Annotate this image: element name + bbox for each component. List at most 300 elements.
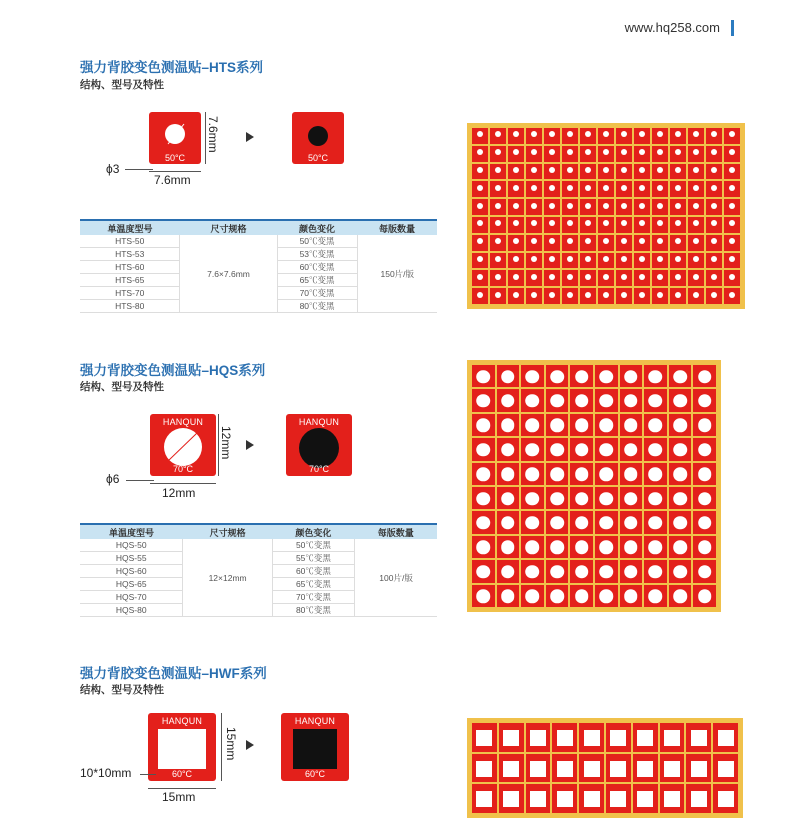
sheet-sticker [595,463,618,485]
sheet-sticker [652,253,668,269]
sheet-sticker [472,784,497,813]
sheet-sticker-window [657,220,663,226]
sheet-sticker-window [575,394,589,407]
sheet-sticker [652,235,668,251]
sheet-sticker-window [673,516,687,529]
sheet-sticker [546,560,569,582]
sheet-sticker-window [698,516,712,529]
sheet-sticker [526,235,542,251]
sheet-sticker [562,288,578,304]
sheet-sticker [490,199,506,215]
sheet-sticker [688,288,704,304]
hwf-width-label: 15mm [162,790,196,804]
sheet-sticker-window [477,590,491,603]
sheet-sticker-window [477,370,491,383]
hqs-diameter-line [150,414,216,476]
sheet-sticker-window [501,468,515,481]
sheet-sticker-window [550,565,564,578]
sheet-sticker [580,270,596,286]
sheet-sticker [686,784,711,813]
sheet-sticker-window [531,203,537,209]
sheet-sticker [652,146,668,162]
sheet-sticker [598,146,614,162]
sheet-sticker [595,487,618,509]
sheet-sticker-window [675,238,681,244]
sheet-sticker [497,511,520,533]
sheet-sticker [606,723,631,752]
sheet-sticker-window [603,149,609,155]
sheet-sticker-window [526,443,540,456]
sheet-sticker-window [600,565,614,578]
sheet-sticker-window [649,394,663,407]
sheet-sticker-window [575,468,589,481]
sheet-sticker [616,288,632,304]
sheet-sticker [472,389,495,411]
table-cell-color: 60℃变黑 [272,565,354,578]
sheet-sticker-window [526,370,540,383]
sheet-sticker [669,536,692,558]
sheet-sticker [706,199,722,215]
sheet-sticker [706,270,722,286]
sheet-sticker [669,585,692,607]
sheet-sticker-window [639,220,645,226]
sheet-sticker-window [639,274,645,280]
sheet-sticker [724,199,740,215]
hqs-brand: HANQUN [162,417,204,427]
sheet-sticker [669,389,692,411]
sheet-sticker-window [673,492,687,505]
sheet-sticker-window [585,167,591,173]
sheet-sticker-window [649,443,663,456]
col-header-qty: 每版数量 [355,524,437,539]
sheet-sticker [570,438,593,460]
sheet-sticker-window [477,131,483,137]
sheet-sticker-window [550,590,564,603]
sheet-sticker [724,235,740,251]
sheet-sticker [670,128,686,144]
sheet-sticker [713,784,738,813]
sheet-sticker-window [477,292,483,298]
sheet-sticker-window [513,149,519,155]
sheet-sticker-window [585,292,591,298]
hwf-width-line [148,788,216,789]
sheet-sticker-window [711,185,717,191]
col-header-qty: 每版数量 [357,220,437,235]
sheet-sticker-window [530,730,546,746]
hqs-dia-label: ϕ6 [106,472,120,486]
sheet-sticker [688,270,704,286]
sheet-sticker-window [711,256,717,262]
table-cell-color: 65℃变黑 [277,274,357,287]
hts-title: 强力背胶变色测温贴–HTS系列 [80,60,264,75]
hts-sticker-after-temp: 50°C [307,153,329,163]
sheet-sticker-window [657,274,663,280]
sheet-sticker [686,754,711,783]
sheet-sticker [616,270,632,286]
sheet-sticker-window [600,468,614,481]
sheet-sticker-window [621,131,627,137]
sheet-sticker [570,487,593,509]
sheet-sticker-window [600,492,614,505]
sheet-sticker [616,164,632,180]
sheet-sticker-window [603,292,609,298]
sheet-sticker-window [550,443,564,456]
sheet-sticker [490,253,506,269]
sheet-sticker [706,235,722,251]
sheet-sticker-window [526,394,540,407]
sheet-sticker-window [639,185,645,191]
table-cell-model: HTS-60 [80,261,180,274]
sheet-sticker-window [621,185,627,191]
hts-sheet-grid [471,127,741,305]
sheet-sticker [620,536,643,558]
sheet-sticker [652,128,668,144]
sheet-sticker-window [649,516,663,529]
hwf-subtitle: 结构、型号及特性 [80,684,164,696]
hts-dia-label: ϕ3 [106,162,120,176]
sheet-sticker [598,235,614,251]
sheet-sticker [595,511,618,533]
col-header-model: 单温度型号 [80,220,180,235]
sheet-sticker-window [531,274,537,280]
sheet-sticker-window [501,565,515,578]
sheet-sticker [521,536,544,558]
sheet-sticker-window [567,149,573,155]
sheet-sticker-window [501,516,515,529]
sheet-sticker [724,181,740,197]
sheet-sticker [598,128,614,144]
sheet-sticker-window [530,761,546,777]
sheet-sticker-window [584,791,600,807]
sheet-sticker-window [600,516,614,529]
sheet-sticker [693,389,716,411]
sheet-sticker-window [675,274,681,280]
sheet-sticker-window [673,468,687,481]
sheet-sticker [526,199,542,215]
sheet-sticker [634,199,650,215]
sheet-sticker [472,270,488,286]
sheet-sticker [706,253,722,269]
sheet-sticker-window [526,565,540,578]
sheet-sticker-window [698,394,712,407]
sheet-sticker [644,536,667,558]
sheet-sticker [472,536,495,558]
sheet-sticker-window [477,256,483,262]
hwf-height-label: 15mm [224,727,238,761]
sheet-sticker [570,414,593,436]
sheet-sticker [570,536,593,558]
sheet-sticker-window [639,131,645,137]
sheet-sticker [634,253,650,269]
sheet-sticker [713,754,738,783]
sheet-sticker-window [624,492,638,505]
sheet-sticker [562,128,578,144]
sheet-sticker [688,199,704,215]
sheet-sticker [595,560,618,582]
sheet-sticker-window [693,238,699,244]
sheet-sticker [652,181,668,197]
sheet-sticker [706,164,722,180]
sheet-sticker [633,723,658,752]
table-cell-size: 7.6×7.6mm [180,235,277,313]
hts-width-label: 7.6mm [154,173,191,187]
sheet-sticker-window [513,203,519,209]
sheet-sticker-window [711,203,717,209]
sheet-sticker-window [649,590,663,603]
hwf-sheet-grid [471,722,739,814]
sheet-sticker [644,365,667,387]
sheet-sticker-window [501,370,515,383]
sheet-sticker [598,217,614,233]
sheet-sticker [706,288,722,304]
sheet-sticker-window [501,590,515,603]
hqs-sticker-after-temp: 70°C [308,464,330,474]
sheet-sticker-window [477,167,483,173]
sheet-sticker [688,217,704,233]
sheet-sticker-window [550,394,564,407]
sheet-sticker [570,560,593,582]
sheet-sticker [499,754,524,783]
sheet-sticker [544,164,560,180]
sheet-sticker [521,365,544,387]
sheet-sticker [544,199,560,215]
table-cell-model: HTS-70 [80,287,180,300]
sheet-sticker [562,164,578,180]
sheet-sticker-window [673,565,687,578]
sheet-sticker [472,181,488,197]
sheet-sticker-window [693,203,699,209]
col-header-size: 尺寸规格 [180,220,277,235]
sheet-sticker-window [603,274,609,280]
sheet-sticker-window [585,203,591,209]
sheet-sticker [598,288,614,304]
sheet-sticker-window [477,516,491,529]
hts-sticker-after [292,112,344,164]
sheet-sticker [724,288,740,304]
sheet-sticker-window [657,238,663,244]
sheet-sticker-window [624,419,638,432]
sheet-sticker [688,146,704,162]
sheet-sticker-window [549,238,555,244]
sheet-sticker [620,463,643,485]
sheet-sticker-window [664,791,680,807]
sheet-sticker-window [729,238,735,244]
sheet-sticker-window [513,274,519,280]
sheet-sticker [546,487,569,509]
sheet-sticker-window [657,167,663,173]
hqs-height-label: 12mm [219,426,233,460]
sheet-sticker-window [698,468,712,481]
sheet-sticker [546,414,569,436]
sheet-sticker [598,199,614,215]
sheet-sticker-window [513,167,519,173]
sheet-sticker [616,146,632,162]
sheet-sticker-window [729,203,735,209]
sheet-sticker [562,181,578,197]
sheet-sticker-window [477,468,491,481]
sheet-sticker-window [567,203,573,209]
sheet-sticker-window [575,492,589,505]
hqs-sticker-after [286,414,352,476]
sheet-sticker-window [624,516,638,529]
sheet-sticker [620,487,643,509]
sheet-sticker-window [693,149,699,155]
sheet-sticker [652,199,668,215]
sheet-sticker [595,585,618,607]
sheet-sticker-window [575,590,589,603]
sheet-sticker-window [575,565,589,578]
sheet-sticker [620,389,643,411]
sheet-sticker [497,585,520,607]
sheet-sticker-window [624,394,638,407]
sheet-sticker-window [637,730,653,746]
sheet-sticker [472,414,495,436]
sheet-sticker-window [729,185,735,191]
hqs-arrow-icon [246,440,254,450]
sheet-sticker [508,288,524,304]
sheet-sticker [526,181,542,197]
sheet-sticker-window [477,419,491,432]
sheet-sticker [633,754,658,783]
sheet-sticker-window [621,238,627,244]
sheet-sticker [598,270,614,286]
sheet-sticker-window [600,541,614,554]
sheet-sticker-window [531,292,537,298]
sheet-sticker-window [550,468,564,481]
sheet-sticker-window [501,394,515,407]
sheet-sticker-window [711,292,717,298]
sheet-sticker [508,253,524,269]
sheet-sticker-window [550,419,564,432]
sheet-sticker [508,181,524,197]
sheet-sticker-window [476,730,492,746]
sheet-sticker-window [729,220,735,226]
sheet-sticker [634,235,650,251]
sheet-sticker [490,181,506,197]
sheet-sticker [546,585,569,607]
hts-sheet-image [467,123,745,309]
sheet-sticker-window [673,541,687,554]
table-cell-model: HQS-80 [80,604,183,617]
hqs-spec-table [80,523,437,617]
sheet-sticker [706,146,722,162]
sheet-sticker-window [585,185,591,191]
sheet-sticker-window [526,516,540,529]
sheet-sticker-window [549,131,555,137]
sheet-sticker [521,560,544,582]
sheet-sticker [570,463,593,485]
sheet-sticker [521,585,544,607]
table-cell-color: 70℃变黑 [277,287,357,300]
sheet-sticker-window [693,131,699,137]
sheet-sticker-window [673,394,687,407]
table-cell-model: HQS-70 [80,591,183,604]
sheet-sticker [521,487,544,509]
sheet-sticker [669,365,692,387]
sheet-sticker [508,146,524,162]
site-url[interactable]: www.hq258.com [624,20,720,35]
sheet-sticker [508,164,524,180]
sheet-sticker [669,487,692,509]
sheet-sticker [616,217,632,233]
sheet-sticker-window [610,761,626,777]
sheet-sticker-window [495,274,501,280]
sheet-sticker [472,253,488,269]
sheet-sticker [546,389,569,411]
sheet-sticker [526,253,542,269]
sheet-sticker-window [600,370,614,383]
sheet-sticker-window [621,274,627,280]
sheet-sticker-window [567,185,573,191]
sheet-sticker-window [657,256,663,262]
sheet-sticker [544,181,560,197]
sheet-sticker [693,463,716,485]
sheet-sticker-window [675,185,681,191]
table-cell-model: HQS-65 [80,578,183,591]
sheet-sticker-window [657,203,663,209]
sheet-sticker [497,414,520,436]
sheet-sticker [620,438,643,460]
sheet-sticker-window [639,149,645,155]
sheet-sticker-window [673,590,687,603]
hts-arrow-icon [246,132,254,142]
sheet-sticker [670,146,686,162]
sheet-sticker [724,253,740,269]
sheet-sticker [579,754,604,783]
sheet-sticker [552,723,577,752]
sheet-sticker [526,754,551,783]
sheet-sticker [544,128,560,144]
sheet-sticker-window [531,167,537,173]
sheet-sticker-window [495,185,501,191]
sheet-sticker-window [610,730,626,746]
sheet-sticker [693,511,716,533]
sheet-sticker-window [649,370,663,383]
sheet-sticker [580,128,596,144]
sheet-sticker [634,288,650,304]
sheet-sticker-window [477,220,483,226]
sheet-sticker [546,365,569,387]
hqs-width-label: 12mm [162,486,196,500]
sheet-sticker [580,235,596,251]
sheet-sticker [724,217,740,233]
sheet-sticker [490,128,506,144]
sheet-sticker-window [526,492,540,505]
sheet-sticker [526,164,542,180]
sheet-sticker-window [621,256,627,262]
sheet-sticker [670,270,686,286]
sheet-sticker-window [513,220,519,226]
sheet-sticker [634,217,650,233]
sheet-sticker-window [711,274,717,280]
sheet-sticker-window [711,238,717,244]
site-accent-bar [731,20,734,36]
sheet-sticker [595,438,618,460]
sheet-sticker [669,438,692,460]
sheet-sticker-window [557,791,573,807]
sheet-sticker-window [675,220,681,226]
sheet-sticker-window [585,149,591,155]
hts-subtitle: 结构、型号及特性 [80,79,164,91]
sheet-sticker [595,389,618,411]
sheet-sticker-window [495,256,501,262]
sheet-sticker-window [477,203,483,209]
sheet-sticker-window [550,492,564,505]
sheet-sticker-window [584,730,600,746]
sheet-sticker-window [729,292,735,298]
hwf-window-label: 10*10mm [80,766,132,780]
sheet-sticker-window [621,292,627,298]
